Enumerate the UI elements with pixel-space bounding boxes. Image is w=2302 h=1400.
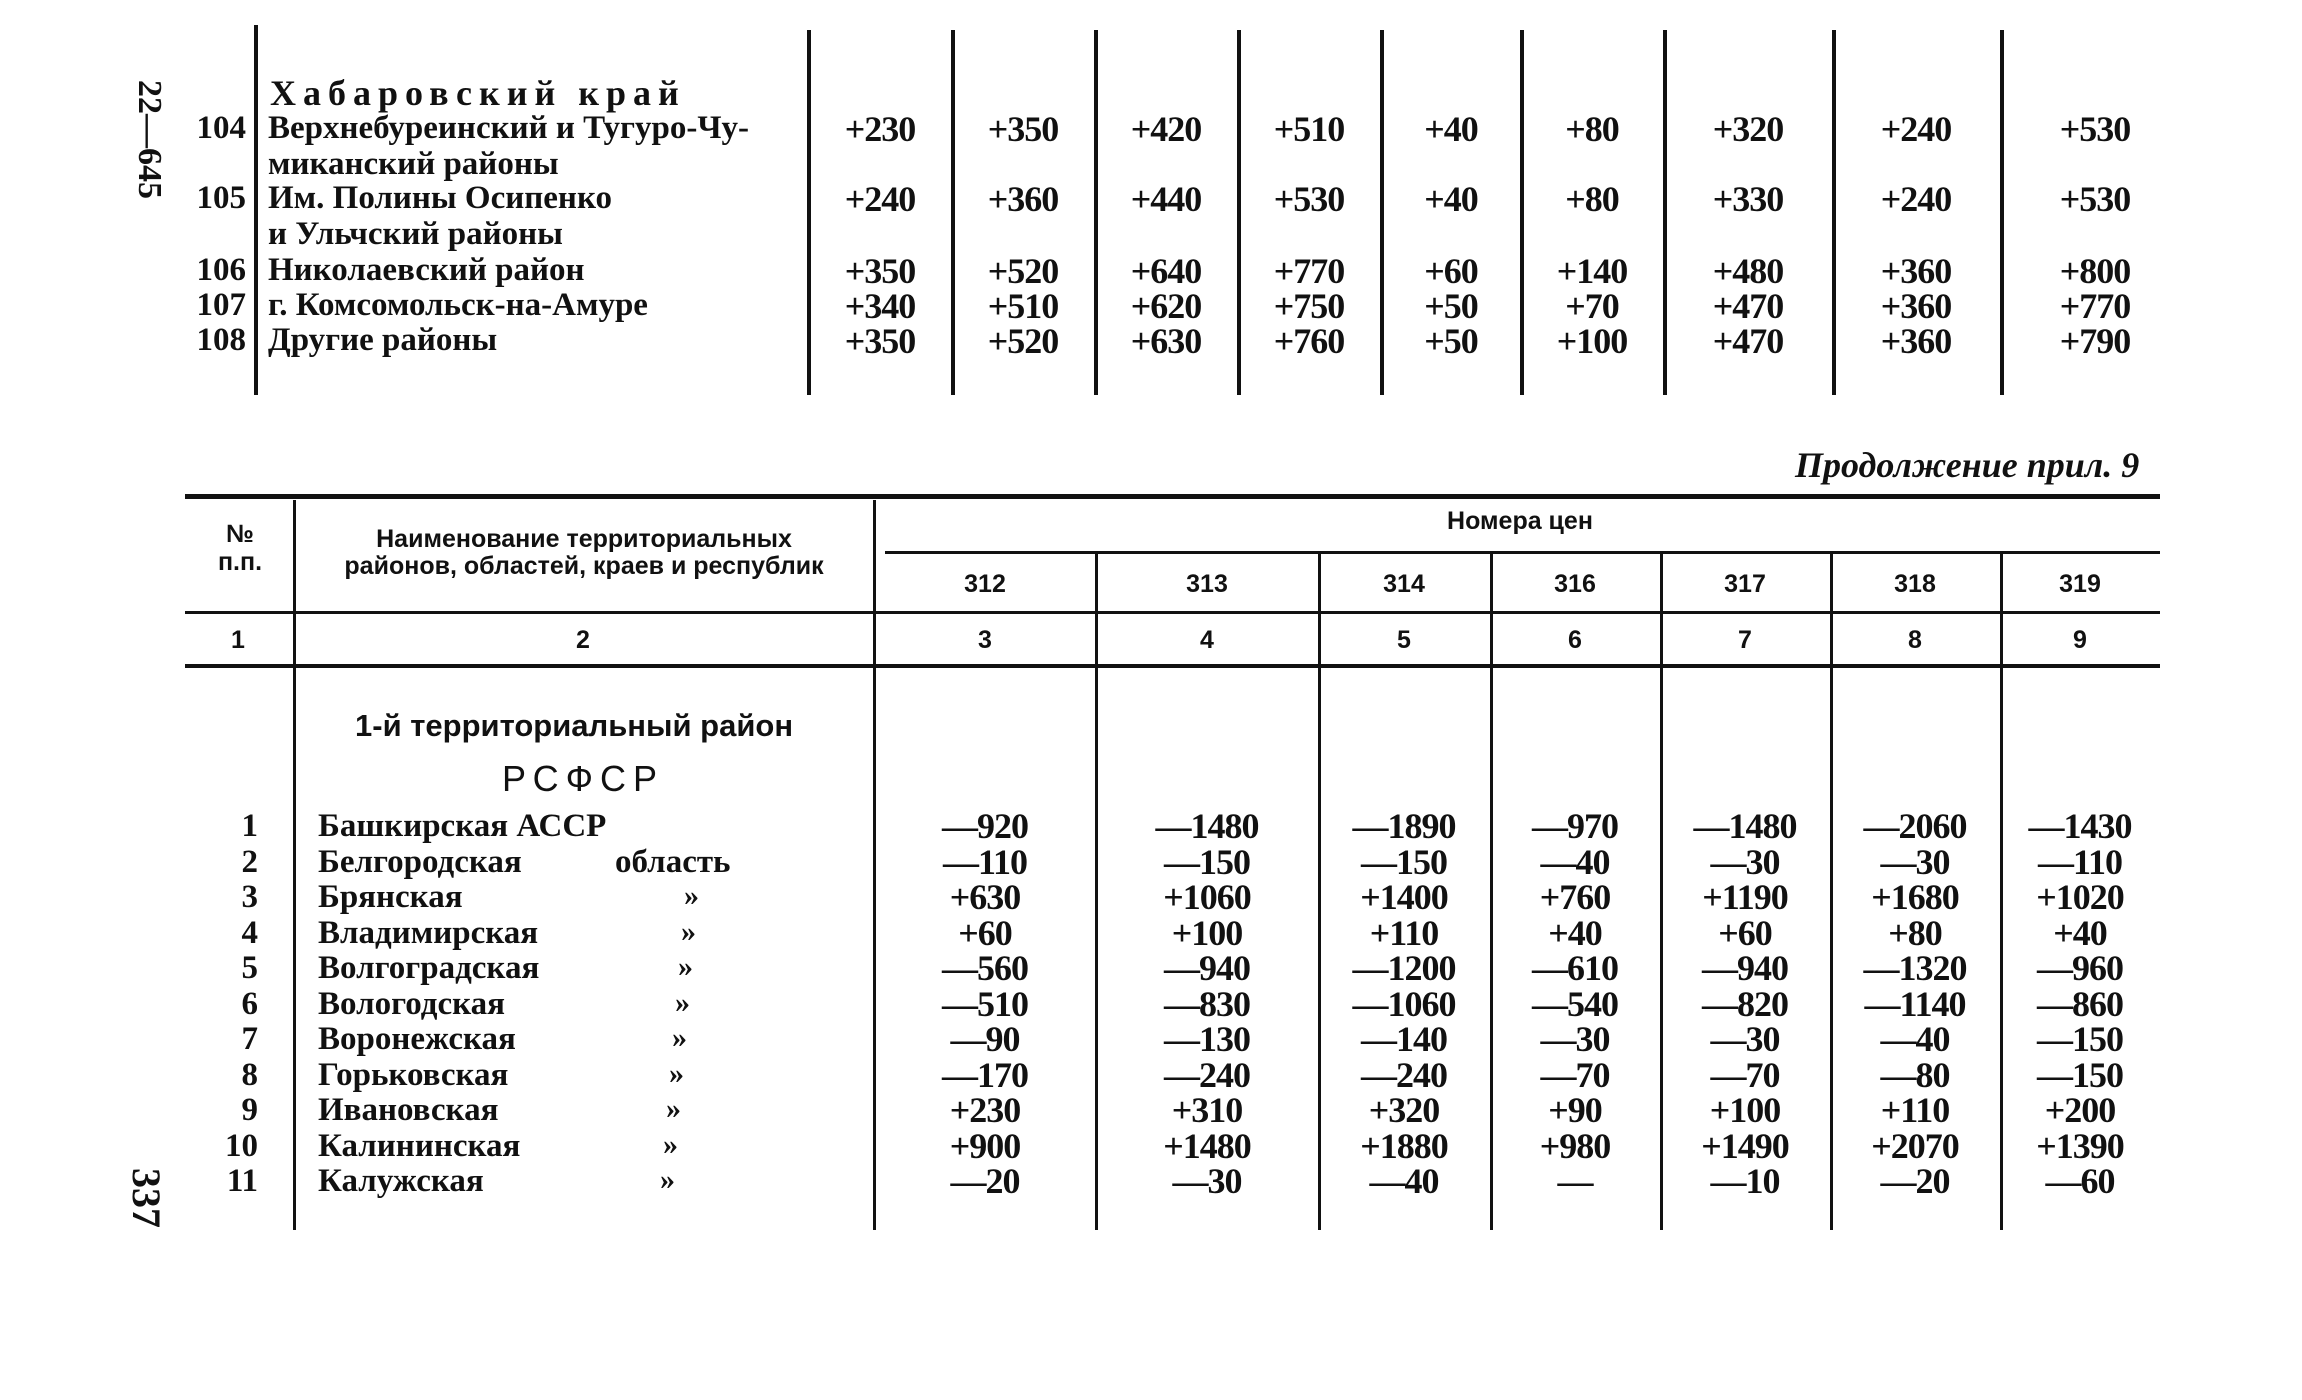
row-name: Верхнебуреинский и Тугуро-Чу- (268, 110, 750, 146)
value-cell: +60 (1718, 912, 1772, 953)
column-index: 9 (2073, 626, 2087, 654)
value-cell: —30 (1540, 1019, 1610, 1059)
value-cell: —70 (1540, 1054, 1610, 1095)
row-number: 9 (241, 1092, 258, 1128)
row-name: Им. Полины Осипенко (268, 180, 613, 216)
row-name: Другие районы (268, 322, 498, 358)
value-cell: —960 (2037, 948, 2123, 988)
value-cell: +200 (2044, 1090, 2116, 1130)
value-cell: +320 (1368, 1090, 1440, 1130)
value-cell: +80 (1565, 109, 1619, 149)
region-name: Калининская (318, 1127, 521, 1164)
value-cell: —860 (2037, 983, 2123, 1024)
value-cell: —40 (1880, 1019, 1950, 1059)
row-number: 6 (241, 985, 258, 1022)
value-cell: —40 (1540, 841, 1610, 882)
value-cell: +1480 (1163, 1125, 1251, 1166)
value-cell: +520 (987, 321, 1059, 361)
row-number: 3 (241, 879, 258, 915)
value-cell: +530 (2059, 109, 2131, 149)
row-number: 4 (241, 914, 258, 951)
value-cell: +100 (1556, 321, 1628, 361)
value-cell: +40 (1424, 179, 1478, 219)
section-title: 1-й территориальный район (355, 708, 794, 743)
value-cell: +140 (1556, 251, 1628, 291)
value-cell: +760 (1539, 877, 1611, 917)
value-cell: +1060 (1163, 877, 1251, 917)
region-suffix: » (669, 1056, 684, 1090)
value-cell: +480 (1712, 251, 1784, 291)
value-cell: +100 (1171, 912, 1243, 953)
value-cell: —150 (1361, 841, 1447, 882)
header-num-symbol: № (226, 520, 254, 548)
price-number-header: 313 (1186, 570, 1228, 598)
column-index: 7 (1738, 626, 1752, 654)
value-cell: +60 (958, 912, 1012, 953)
value-cell: +1390 (2036, 1125, 2124, 1166)
region-name: Ивановская (318, 1092, 499, 1128)
continuation-label: Продолжение прил. 9 (1795, 445, 2140, 485)
value-cell: +360 (987, 179, 1059, 219)
value-cell: +110 (1369, 912, 1439, 953)
value-cell: —150 (2037, 1054, 2123, 1095)
value-cell: +350 (844, 251, 916, 291)
row-number: 1 (241, 808, 258, 844)
region-suffix: область (615, 843, 731, 880)
value-cell: —540 (1532, 983, 1618, 1024)
column-index: 3 (978, 626, 992, 654)
value-cell: +1190 (1702, 877, 1788, 917)
value-cell: +630 (949, 877, 1021, 917)
value-cell: +520 (987, 251, 1059, 291)
header-name-line2: районов, областей, краев и республик (344, 552, 824, 580)
value-cell: +770 (2059, 286, 2131, 326)
value-cell: —1890 (1352, 806, 1456, 846)
value-cell: +530 (1273, 179, 1345, 219)
value-cell: +800 (2059, 251, 2131, 291)
subsection-title: РСФСР (502, 758, 664, 799)
value-cell: +1490 (1701, 1125, 1789, 1166)
page-number: 337 (124, 1168, 169, 1228)
value-cell: —150 (2037, 1019, 2123, 1059)
value-cell: —30 (1880, 841, 1950, 882)
value-cell: +620 (1130, 286, 1202, 326)
value-cell: +100 (1709, 1090, 1781, 1130)
row-number: 10 (225, 1127, 258, 1164)
region-suffix: » (666, 1092, 681, 1125)
value-cell: — (1557, 1161, 1593, 1201)
value-cell: —20 (1880, 1161, 1950, 1201)
value-cell: +240 (844, 179, 916, 219)
column-index: 4 (1200, 626, 1214, 654)
value-cell: +240 (1880, 109, 1952, 149)
value-cell: +40 (1548, 912, 1602, 953)
row-number: 108 (196, 322, 246, 358)
price-number-header: 319 (2059, 570, 2101, 598)
value-cell: —30 (1710, 1019, 1780, 1059)
column-index: 2 (576, 626, 590, 654)
value-cell: —20 (950, 1161, 1020, 1201)
region-suffix: » (675, 985, 690, 1019)
value-cell: —10 (1710, 1161, 1780, 1201)
region-suffix: » (684, 879, 699, 912)
region-name: Воронежская (318, 1021, 516, 1057)
region-suffix: » (660, 1163, 675, 1196)
value-cell: +630 (1130, 321, 1202, 361)
value-cell: —510 (942, 983, 1028, 1024)
row-name-cont: миканский районы (268, 146, 559, 182)
value-cell: +320 (1712, 109, 1784, 149)
column-index: 5 (1397, 626, 1411, 654)
price-number-header: 316 (1554, 570, 1596, 598)
row-name: г. Комсомольск-на-Амуре (268, 287, 648, 323)
value-cell: —150 (1164, 841, 1250, 882)
header-num-label: п.п. (217, 548, 263, 576)
region-name: Башкирская АССР (318, 808, 607, 844)
row-name: Николаевский район (268, 252, 585, 288)
value-cell: +310 (1171, 1090, 1243, 1130)
value-cell: +40 (1424, 109, 1478, 149)
header-name-line1: Наименование территориальных (376, 525, 792, 553)
value-cell: +70 (1565, 286, 1619, 326)
value-cell: —30 (1710, 841, 1780, 882)
price-number-header: 317 (1724, 570, 1766, 598)
value-cell: +1680 (1871, 877, 1959, 917)
value-cell: +640 (1130, 251, 1202, 291)
value-cell: —920 (942, 806, 1028, 846)
value-cell: +350 (844, 321, 916, 361)
value-cell: —170 (942, 1054, 1028, 1095)
region-name: Горьковская (318, 1056, 509, 1093)
price-number-header: 312 (964, 570, 1006, 598)
table-top-rule (185, 494, 2160, 499)
value-cell: +980 (1539, 1125, 1611, 1166)
header-price-numbers-title: Номера цен (1447, 507, 1593, 535)
value-cell: —110 (2037, 841, 2122, 882)
value-cell: +60 (1424, 251, 1478, 291)
value-cell: —240 (1164, 1054, 1250, 1095)
region-name: Белгородская (318, 843, 522, 880)
value-cell: +80 (1565, 179, 1619, 219)
value-cell: +2070 (1871, 1125, 1959, 1166)
value-cell: +360 (1880, 251, 1952, 291)
value-cell: —940 (1164, 948, 1250, 988)
value-cell: —1430 (2028, 806, 2132, 846)
region-name: Волгоградская (318, 950, 540, 986)
value-cell: +420 (1130, 109, 1202, 149)
value-cell: +360 (1880, 286, 1952, 326)
row-number: 5 (241, 950, 258, 986)
value-cell: —130 (1164, 1019, 1250, 1059)
region-suffix: » (678, 950, 693, 983)
value-cell: +340 (844, 286, 916, 326)
value-cell: —1200 (1352, 948, 1456, 988)
value-cell: —90 (950, 1019, 1020, 1059)
value-cell: —1480 (1693, 806, 1797, 846)
value-cell: +790 (2059, 321, 2131, 361)
value-cell: —1320 (1863, 948, 1967, 988)
row-number: 105 (196, 180, 246, 216)
value-cell: +40 (2053, 912, 2107, 953)
row-number: 107 (196, 287, 246, 323)
value-cell: —1480 (1155, 806, 1259, 846)
value-cell: —70 (1710, 1054, 1780, 1095)
price-number-header: 318 (1894, 570, 1936, 598)
value-cell: +750 (1273, 286, 1345, 326)
value-cell: +90 (1548, 1090, 1602, 1130)
value-cell: —610 (1532, 948, 1618, 988)
value-cell: +350 (987, 109, 1059, 149)
value-cell: +470 (1712, 286, 1784, 326)
column-index: 1 (231, 626, 245, 654)
value-cell: +760 (1273, 321, 1345, 361)
value-cell: —80 (1880, 1054, 1950, 1095)
region-suffix: » (681, 914, 696, 948)
value-cell: +510 (987, 286, 1059, 326)
row-name-cont: и Ульчский районы (268, 216, 563, 252)
value-cell: +440 (1130, 179, 1202, 219)
row-number: 7 (241, 1021, 258, 1057)
region-name: Калужская (318, 1163, 484, 1199)
value-cell: +230 (949, 1090, 1021, 1130)
value-cell: —30 (1172, 1161, 1242, 1201)
region-suffix: » (663, 1127, 678, 1161)
row-number: 8 (241, 1056, 258, 1093)
value-cell: +1020 (2036, 877, 2124, 917)
region-suffix: » (672, 1021, 687, 1054)
price-number-header: 314 (1383, 570, 1425, 598)
value-cell: —240 (1361, 1054, 1447, 1095)
value-cell: —1140 (1864, 983, 1966, 1024)
region-name: Вологодская (318, 985, 506, 1022)
region-name: Брянская (318, 879, 463, 915)
value-cell: +230 (844, 109, 916, 149)
value-cell: +360 (1880, 321, 1952, 361)
value-cell: —140 (1361, 1019, 1447, 1059)
value-cell: —2060 (1863, 806, 1967, 846)
value-cell: —940 (1702, 948, 1788, 988)
value-cell: +1400 (1360, 877, 1448, 917)
value-cell: —820 (1702, 983, 1788, 1024)
value-cell: +770 (1273, 251, 1345, 291)
value-cell: —110 (942, 841, 1027, 882)
value-cell: +1880 (1360, 1125, 1448, 1166)
value-cell: +330 (1712, 179, 1784, 219)
value-cell: +110 (1880, 1090, 1950, 1130)
value-cell: —60 (2045, 1161, 2115, 1201)
column-index: 6 (1568, 626, 1582, 654)
value-cell: +80 (1888, 912, 1942, 953)
value-cell: —40 (1369, 1161, 1439, 1201)
page-code-label: 22—645 (131, 80, 168, 199)
value-cell: +240 (1880, 179, 1952, 219)
value-cell: +50 (1424, 321, 1478, 361)
row-number: 11 (226, 1163, 258, 1199)
value-cell: +900 (949, 1125, 1021, 1166)
region-name: Владимирская (318, 914, 539, 951)
row-number: 104 (196, 110, 246, 146)
row-number: 106 (196, 252, 246, 288)
value-cell: +50 (1424, 286, 1478, 326)
value-cell: +470 (1712, 321, 1784, 361)
row-number: 2 (241, 843, 258, 880)
value-cell: —830 (1164, 983, 1250, 1024)
region-title-khabarovsk: Хабаровский край (270, 73, 686, 113)
column-index: 8 (1908, 626, 1922, 654)
value-cell: —1060 (1352, 983, 1456, 1024)
value-cell: —560 (942, 948, 1028, 988)
value-cell: +510 (1273, 109, 1345, 149)
value-cell: +530 (2059, 179, 2131, 219)
value-cell: —970 (1532, 806, 1618, 846)
